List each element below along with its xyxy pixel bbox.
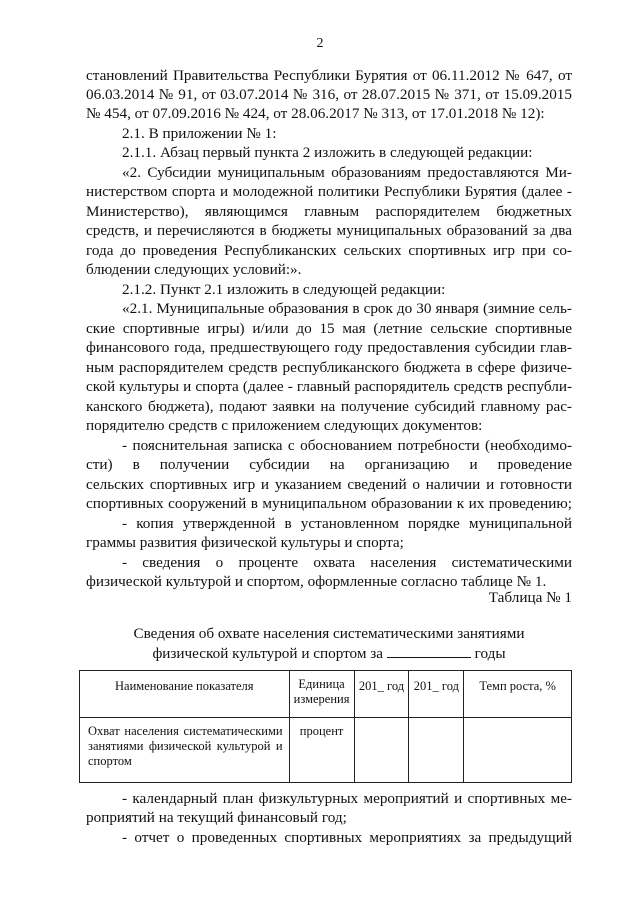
table-title-suffix: годы — [474, 645, 506, 662]
text-line: № 454, от 07.09.2016 № 424, от 28.06.2017 № 313, от 17.01.2018 № 12): — [86, 105, 545, 122]
text-line: сти) в получении субсидии на организацию и проведение — [86, 456, 572, 473]
text-line: финансового года, предшествующего году предоставления субсидии глав- — [86, 339, 572, 356]
table-header-cell: 201_ год — [409, 671, 464, 718]
text-line: становлений Правительства Республики Бурятия от 06.11.2012 № 647, от — [86, 67, 572, 84]
text-line: «2. Субсидии муниципальным образованиям предоставляются Ми- — [122, 164, 572, 181]
text-line: ские спортивные игры) и/или до 15 мая (летние сельские спортивные — [86, 320, 572, 337]
table-header-cell: 201_ год — [354, 671, 409, 718]
table-row — [80, 718, 572, 783]
table-cell: Охват населения систематическими занятиями физической культурой и спортом — [80, 718, 290, 783]
table-header-row — [80, 671, 572, 718]
period-blank — [387, 643, 471, 658]
text-line: «2.1. Муниципальные образования в срок до 30 января (зимние сель- — [122, 300, 572, 317]
text-line: физической культурой и спортом, оформленные согласно таблице № 1. — [86, 573, 547, 590]
text-line: ской культуры и спорта (далее - главный распорядитель средств республи- — [86, 378, 572, 395]
text-line: Министерство), являющимся главным распорядителем бюджетных — [86, 203, 572, 220]
text-line: - пояснительная записка с обоснованием потребности (необходимо- — [122, 437, 572, 454]
text-line: - сведения о проценте охвата населения систематическими — [122, 554, 572, 571]
text-line: канского бюджета), подают заявки на получение субсидий главному рас- — [86, 398, 572, 415]
text-line: порядителю средств с приложением следующих документов: — [86, 417, 483, 434]
table-title-period — [86, 643, 572, 663]
text-line: - копия утвержденной в установленном порядке муниципальной — [122, 515, 572, 532]
page-number: 2 — [316, 36, 324, 51]
text-line: - отчет о проведенных спортивных мероприятиях за предыдущий — [122, 829, 572, 846]
table-cell — [464, 718, 572, 783]
text-line: 2.1.1. Абзац первый пункта 2 изложить в следующей редакции: — [122, 144, 533, 161]
text-line: спортивных сооружений в муниципальном образовании к их проведению; — [86, 495, 572, 512]
text-line: средств, и перечисляются в бюджеты муниципальных образований за два — [86, 222, 572, 239]
text-line: роприятий на текущий финансовый год; — [86, 809, 347, 826]
table-label: Таблица № 1 — [488, 589, 572, 606]
table-header-cell: Темп роста, % — [464, 671, 572, 718]
table-cell — [354, 718, 409, 783]
text-line: 2.1. В приложении № 1: — [122, 125, 277, 142]
table-title-text: физической культурой и спортом за — [152, 645, 383, 662]
coverage-table — [79, 670, 572, 783]
text-line: блюдении следующих условий:». — [86, 261, 302, 278]
text-line: граммы развития физической культуры и спорта; — [86, 534, 404, 551]
table-cell: процент — [289, 718, 354, 783]
text-line: 06.03.2014 № 91, от 03.07.2014 № 316, от 28.07.2015 № 371, от 15.09.2015 — [86, 86, 572, 103]
table-header-cell: Наименование показателя — [80, 671, 290, 718]
table-header-cell: Единица измерения — [289, 671, 354, 718]
text-line: - календарный план физкультурных мероприятий и спортивных ме- — [122, 790, 572, 807]
text-line: нистерством спорта и молодежной политики Республики Бурятия (далее - — [86, 183, 572, 200]
text-line: ным распорядителем средств республиканского бюджета в сфере физиче- — [86, 359, 572, 376]
table-title: Сведения об охвате населения систематическими занятиями — [133, 625, 525, 642]
text-line: года до проведения Республиканских сельских спортивных игр при со- — [86, 242, 572, 259]
text-line: 2.1.2. Пункт 2.1 изложить в следующей редакции: — [122, 281, 446, 298]
text-line: сельских спортивных игр и указанием сведений о наличии и готовности — [86, 476, 572, 493]
table-cell — [409, 718, 464, 783]
